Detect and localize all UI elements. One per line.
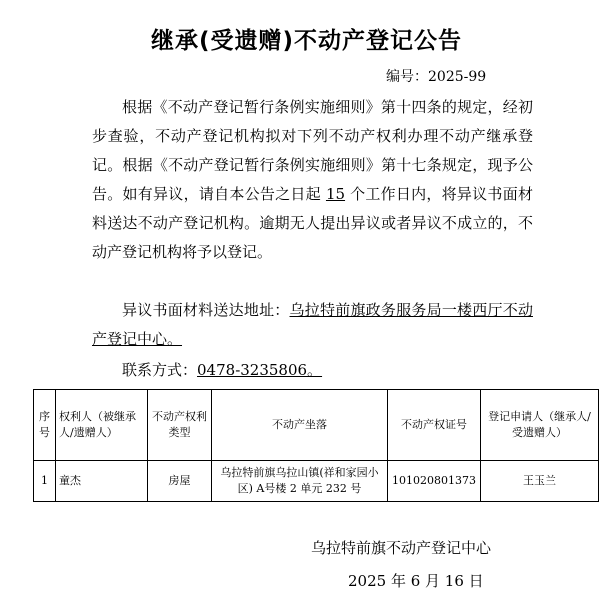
paragraph-text-part-2: 个工作日内，将异议书面材料送达不动产登记机构。逾期无人提出异议或者异议不成立的，不动产登记机构将予以登记。 [92,185,533,261]
table-row [34,461,599,502]
contact-phone: 0478-3235806。 [197,361,323,379]
cell-applicant: 王玉兰 [481,461,599,502]
notice-paragraph [92,93,533,267]
header-owner: 权利人（被继承人/遗赠人） [56,390,148,461]
address-label: 异议书面材料送达地址： [122,301,290,319]
issue-date: 2025 年 6 月 16 日 [348,572,484,590]
address-paragraph [92,296,533,354]
cell-cert-no: 101020801373 [388,461,481,502]
cell-location: 乌拉特前旗乌拉山镇(祥和家园小区) A号楼 2 单元 232 号 [212,461,388,502]
cell-owner: 童杰 [56,461,148,502]
header-serial: 序号 [34,390,56,461]
cell-right-type: 房屋 [148,461,212,502]
property-table [33,389,599,502]
header-location: 不动产坐落 [212,390,388,461]
objection-days: 15 [325,185,346,203]
contact-line [122,359,322,380]
cell-serial: 1 [34,461,56,502]
contact-label: 联系方式： [122,361,198,379]
paragraph-text-part-1: 根据《不动产登记暂行条例实施细则》第十四条的规定，经初步查验，不动产登记机构拟对下列不动产权利办理不动产继承登记。根据《不动产登记暂行条例实施细则》第十七条规定，现予公告。如有异议，请自本公告之日起 [92,98,533,203]
issuing-organization: 乌拉特前旗不动产登记中心 [311,539,492,557]
document-number: 编号：2025-99 [386,69,487,85]
header-cert-no: 不动产权证号 [388,390,481,461]
table-header-row [34,390,599,461]
header-right-type: 不动产权利类型 [148,390,212,461]
header-applicant: 登记申请人（继承人/受遗赠人） [481,390,599,461]
notice-title: 继承(受遗赠)不动产登记公告 [150,28,463,54]
address-value: 乌拉特前旗政务服务局一楼西厅不动产登记中心。 [92,301,533,348]
